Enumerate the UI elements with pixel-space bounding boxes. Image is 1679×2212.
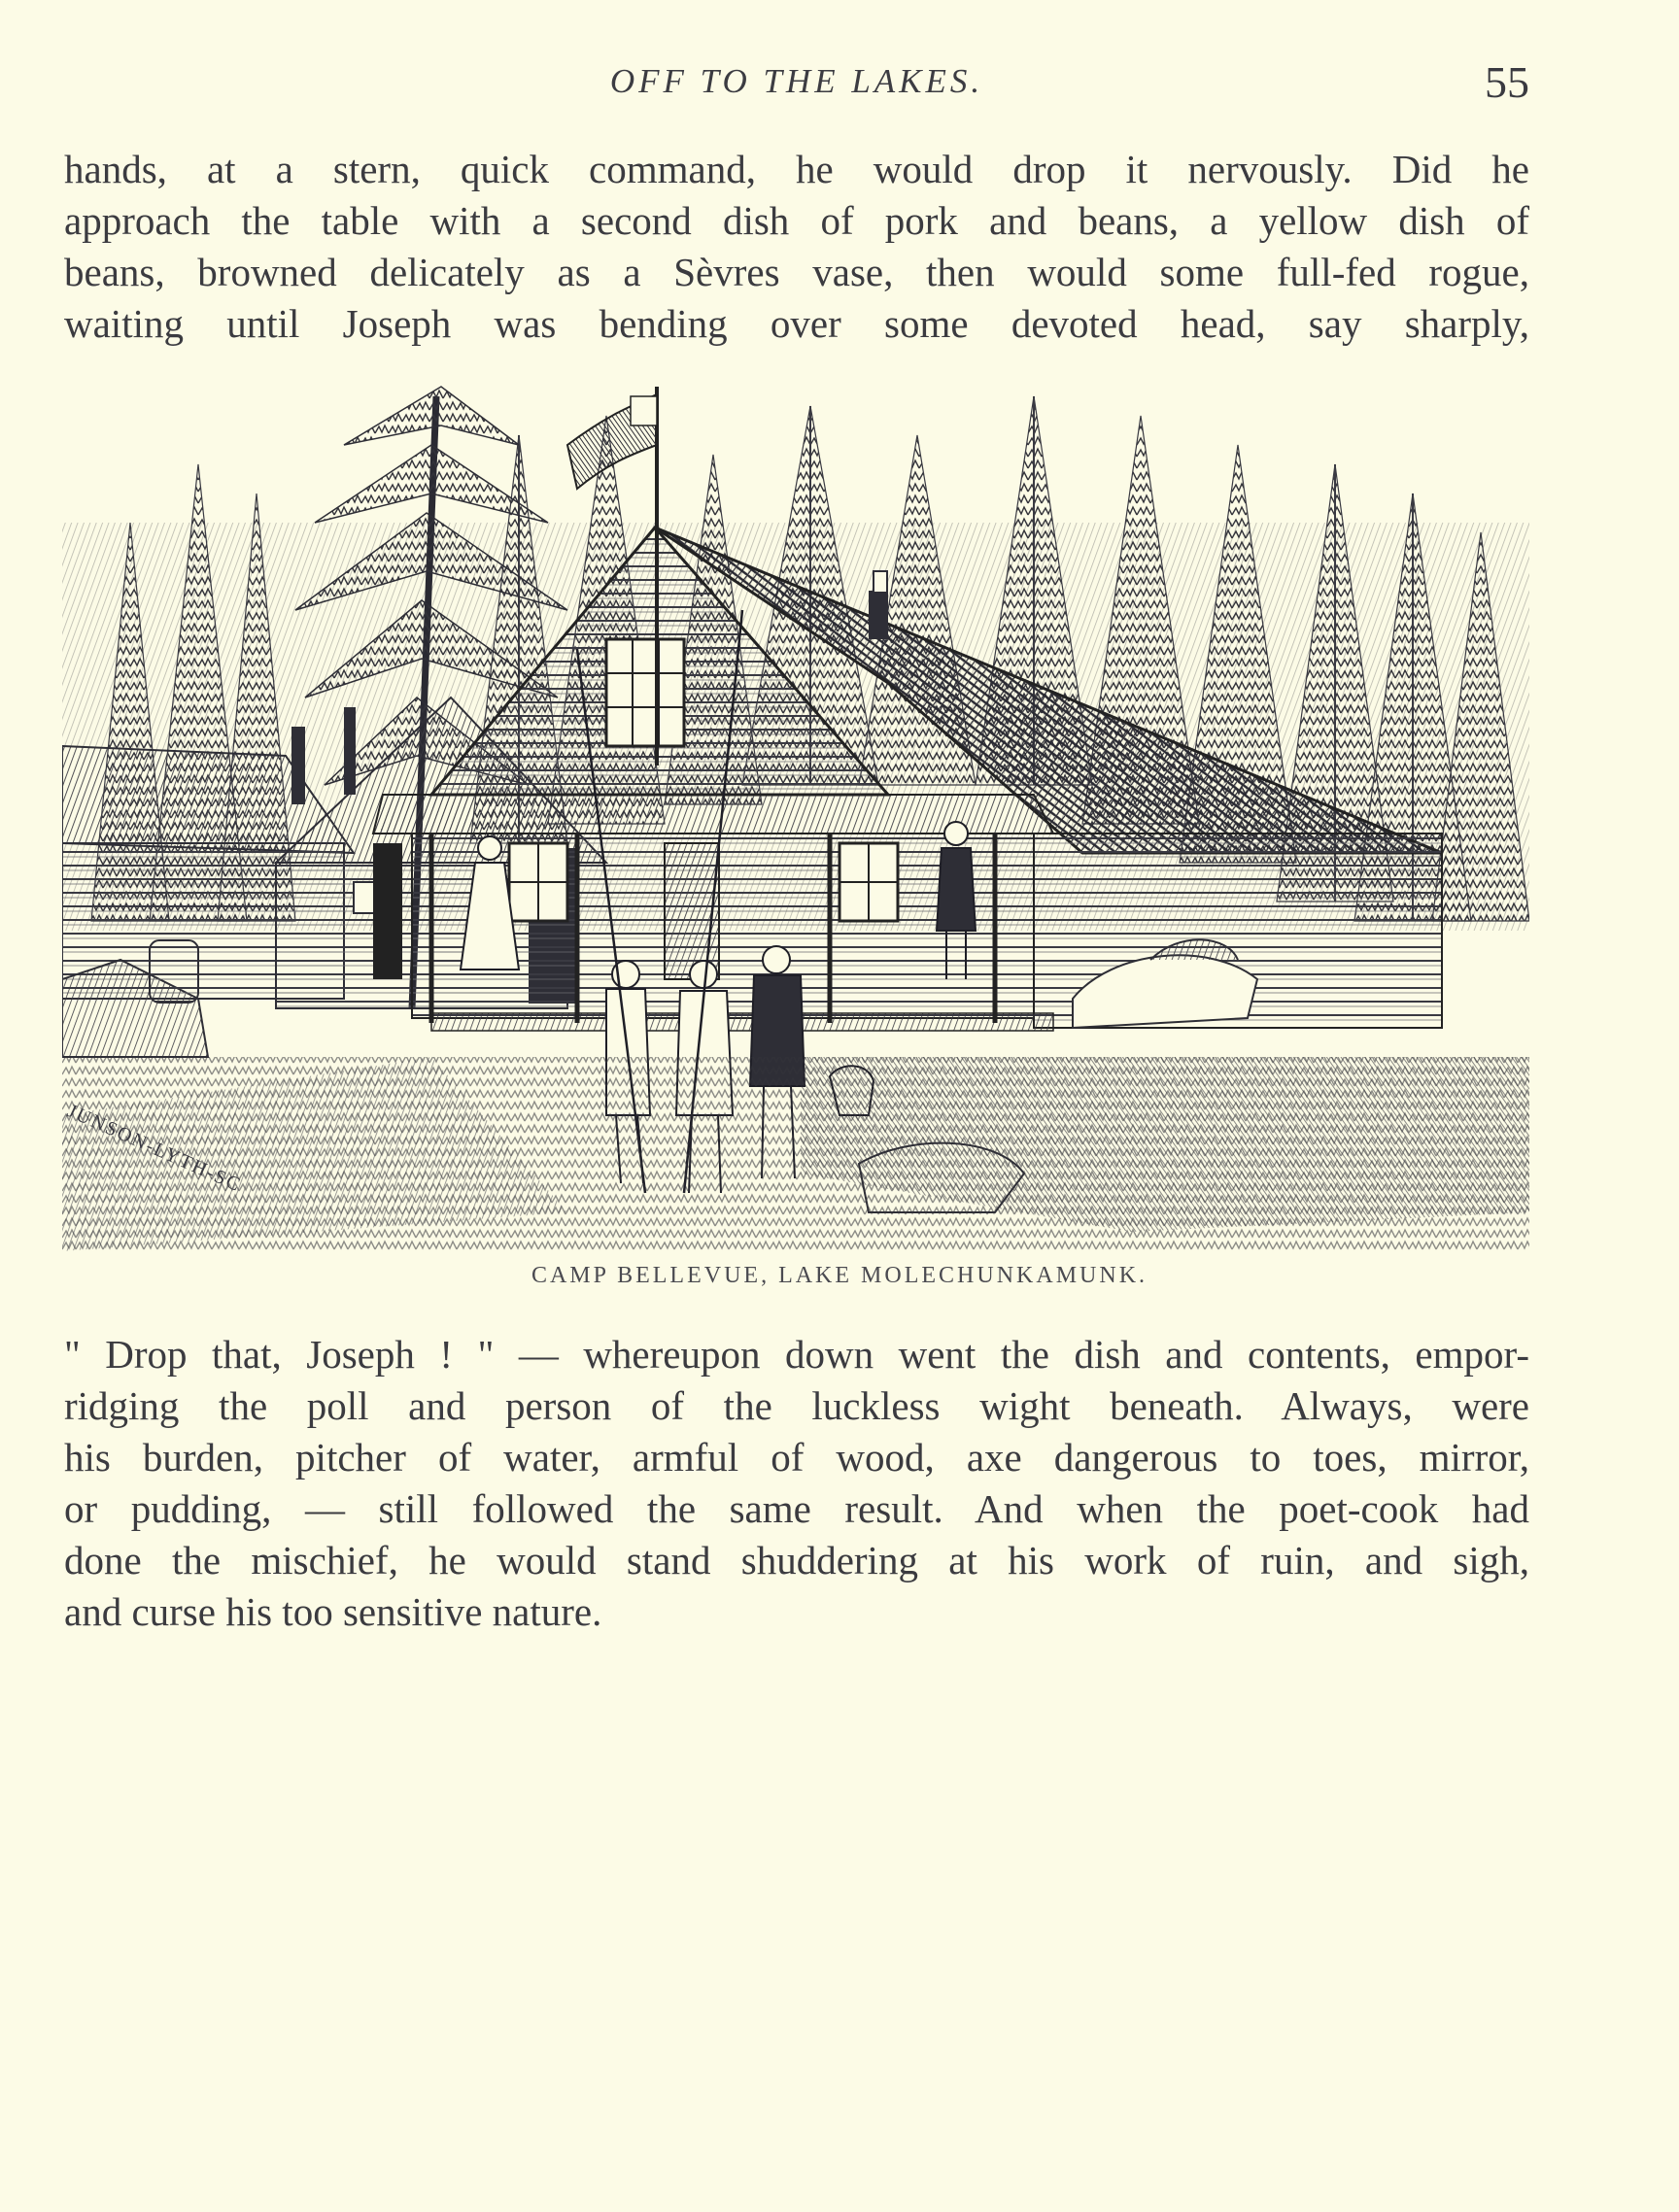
text-line: done the mischief, he would stand shuddering at his work of ruin, and sigh, [64,1538,1529,1582]
engraver-signature: JUNSON-LYTH-SC [63,1100,245,1197]
text-line: hands, at a stern, quick command, he would drop it nervously. Did he [64,147,1529,191]
text-line: and curse his too sensitive nature. [64,1589,602,1634]
text-line: waiting until Joseph was bending over some devoted head, say sharply, [64,301,1529,346]
paragraph-1 [64,144,1529,350]
page-number: 55 [1485,57,1529,107]
text-line: his burden, pitcher of water, armful of wood, axe dangerous to toes, mirror, [64,1435,1529,1480]
camp-bellevue-engraving [62,377,1529,1251]
text-line: ridging the poll and person of the luckless wight beneath. Always, were [64,1383,1529,1428]
figure-caption: CAMP BELLEVUE, LAKE MOLECHUNKAMUNK. [531,1263,1148,1288]
text-line: beans, browned delicately as a Sèvres vase, then would some full-fed rogue, [64,250,1529,294]
running-head [0,56,1679,115]
text-line: or pudding, — still followed the same result. And when the poet-cook had [64,1486,1529,1531]
running-title: OFF TO THE LAKES. [609,62,984,100]
text-line: approach the table with a second dish of pork and beans, a yellow dish of [64,198,1529,243]
paragraph-2 [64,1329,1529,1638]
text-line: " Drop that, Joseph ! " — whereupon down went the dish and contents, empor- [64,1332,1529,1377]
